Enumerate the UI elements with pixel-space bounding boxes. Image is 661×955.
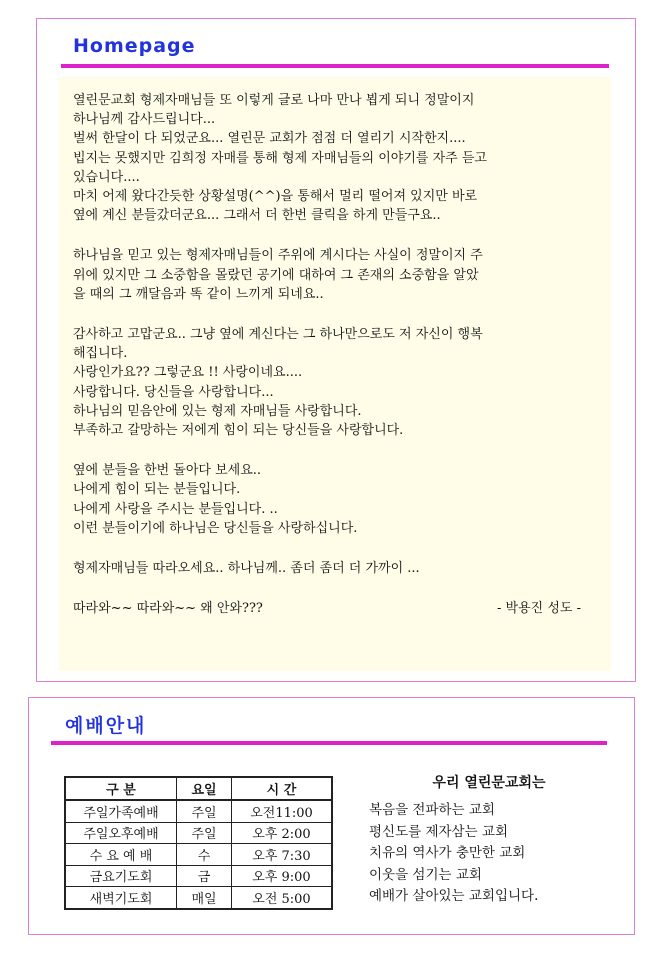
table-row: [65, 800, 332, 822]
church-motto-item: 이웃을 섬기는 교회: [369, 866, 482, 883]
table-row: [65, 865, 332, 887]
church-motto: [369, 772, 609, 908]
table-cell: 금요기도회: [65, 865, 177, 887]
paragraph-gap: [73, 440, 599, 461]
table-cell: 주일: [177, 822, 232, 844]
table-cell: 오전 5:00: [232, 887, 333, 909]
table-cell: 주일가족예배: [65, 800, 177, 822]
worship-title: 예배안내: [65, 715, 147, 737]
letter-line: 하나님을 믿고 있는 형제자매님들이 주위에 계시다는 사실이 정말이지 주: [73, 248, 483, 264]
table-cell: 주일오후예배: [65, 822, 177, 844]
table-cell: 수: [177, 844, 232, 866]
letter-line: 있습니다....: [73, 169, 140, 185]
letter-line: 사랑합니다. 당신들을 사랑합니다...: [73, 384, 274, 400]
church-motto-item: 예배가 살아있는 교회입니다.: [369, 888, 539, 904]
paragraph-gap: [73, 538, 599, 559]
church-motto-item: 복음을 전파하는 교회: [369, 802, 495, 818]
worship-schedule-table: [64, 776, 333, 910]
church-motto-item: 치유의 역사가 충만한 교회: [369, 845, 526, 861]
table-row: [65, 844, 332, 866]
table-cell: 오후 2:00: [232, 822, 333, 844]
letter-line: 해집니다.: [73, 346, 128, 362]
paragraph-gap: [73, 225, 599, 246]
letter-line: 옆에 계신 분들갔더군요... 그래서 더 한번 클릭을 하게 만들구요..: [73, 208, 441, 224]
table-cell: 오후 9:00: [232, 865, 333, 887]
homepage-panel: [36, 18, 636, 682]
worship-panel: [28, 697, 635, 935]
letter-line: 을 때의 그 깨달음과 똑 같이 느끼게 되네요..: [73, 286, 324, 302]
letter-line: 나에게 힘이 되는 분들입니다.: [73, 482, 241, 498]
letter-line: 마치 어제 왔다간듯한 상황설명(^^)을 통해서 멀리 떨어져 있지만 바로: [73, 189, 478, 205]
letter-line: 이런 분들이기에 하나님은 당신들을 사랑하십니다.: [73, 520, 358, 536]
column-header: 시 간: [232, 777, 333, 800]
title-divider: [61, 64, 609, 68]
letter-line: 벌써 한달이 다 되었군요... 열린문 교회가 점점 더 열리기 시작한지....: [73, 131, 466, 147]
table-cell: 오전11:00: [232, 800, 333, 822]
letter-line: 사랑인가요?? 그렇군요 !! 사랑이네요....: [73, 365, 303, 381]
column-header: 구 분: [65, 777, 177, 800]
letter-line: 부족하고 갈망하는 저에게 힘이 되는 당신들을 사랑합니다.: [73, 423, 404, 439]
letter-line: 빕지는 못했지만 김희정 자매를 통해 형제 자매님들의 이야기를 자주 듣고: [73, 150, 487, 166]
table-row: [65, 887, 332, 909]
table-cell: 수 요 예 배: [65, 844, 177, 866]
table-row: [65, 822, 332, 844]
letter-line: 감사하고 고맙군요.. 그냥 옆에 계신다는 그 하나만으로도 저 자신이 행복: [73, 327, 483, 343]
signature: - 박용진 성도 -: [497, 601, 581, 617]
letter-line: 하나님의 믿음안에 있는 형제 자매님들 사랑합니다.: [73, 403, 362, 419]
table-cell: 금: [177, 865, 232, 887]
closing-text: 따라와~~ 따라와~~ 왜 안와???: [73, 601, 263, 617]
paragraph-gap: [73, 578, 599, 599]
letter-line: 나에게 사랑을 주시는 분들입니다. ..: [73, 501, 278, 517]
table-cell: 오후 7:30: [232, 844, 333, 866]
letter-line: 형제자매님들 따라오세요.. 하나님께.. 좀더 좀더 더 가까이 ...: [73, 561, 420, 577]
letter-line: 위에 있지만 그 소중함을 몰랐던 공기에 대하여 그 존재의 소중함을 알았: [73, 267, 479, 283]
column-header: 요일: [177, 777, 232, 800]
letter-line: 열린문교회 형제자매님들 또 이렇게 글로 나마 만나 뵙게 되니 정말이지: [73, 93, 475, 108]
letter-line: 하나님께 감사드립니다...: [73, 112, 216, 128]
homepage-title: Homepage: [73, 35, 196, 57]
letter-line: 옆에 분들을 한번 돌아다 보세요..: [73, 463, 262, 479]
church-motto-title: 우리 열린문교회는: [432, 775, 546, 791]
table-cell: 매일: [177, 887, 232, 909]
closing-line: [73, 599, 599, 618]
table-cell: 새벽기도회: [65, 887, 177, 909]
letter-body: [59, 77, 611, 671]
title-divider: [51, 741, 607, 745]
church-motto-item: 평신도를 제자삼는 교회: [369, 823, 508, 840]
table-cell: 주일: [177, 800, 232, 822]
table-header-row: [65, 777, 332, 800]
paragraph-gap: [73, 304, 599, 325]
